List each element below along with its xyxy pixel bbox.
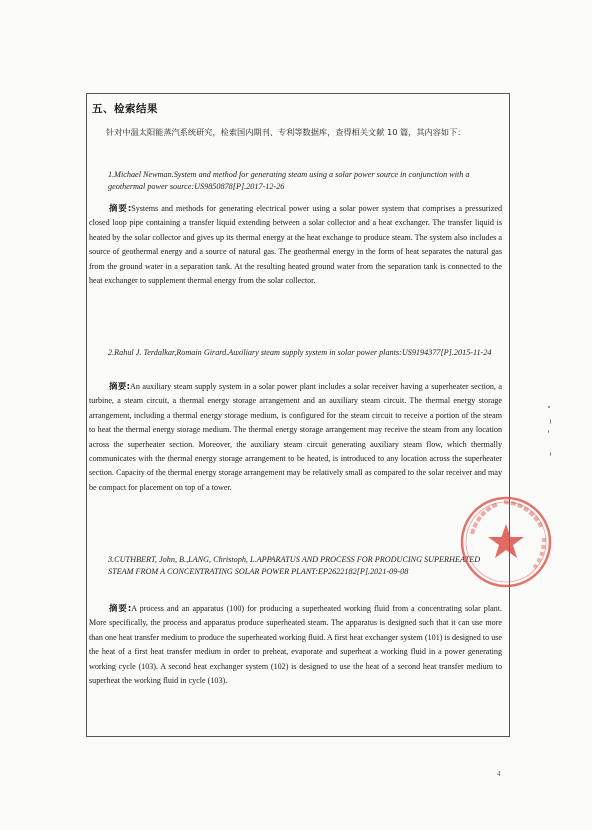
abstract-text-1: Systems and methods for generating electrical power using a solar power system that comprises a pressurized closed loop pipe containing a transfer liquid extending between a solar collector and a heat exchanger. The transfer liquid is heated by the solar collector and gives up its thermal energy at the heat exchange to produce steam. The system also includes a source of geothermal energy and a source of natural gas. The geothermal energy in the form of heat separates the natural gas from the ground water in a separation tank. At the resulting heated ground water from the separation tank is connected to the heat exchanger to supplement thermal energy from the solar collector. (89, 204, 502, 286)
abstract-text-2: An auxiliary steam supply system in a solar power plant includes a solar receiver having a superheater section, a turbine, a steam circuit, a thermal energy storage arrangement and an auxiliary steam circuit. The thermal energy storage arrangement, including a thermal energy storage medium, is configured for the steam circuit to receive a portion of the steam to heat the thermal energy storage medium. The thermal energy storage arrangement may receive the steam from any location across the superheater section. Moreover, the auxiliary steam circuit generating auxiliary steam flow, which thermally communicates with the thermal energy storage arrangement to be heated, is introduced to any location across the superheater section. Capacity of the thermal energy storage arrangement may be relatively small as compared to the solar receiver and may be compact for placement on top of a tower. (89, 382, 503, 492)
abstract-1 (89, 201, 502, 288)
abstract-2 (89, 379, 502, 495)
scan-speck (548, 406, 550, 408)
abstract-3 (89, 601, 502, 688)
abstract-text-3: A process and an apparatus (100) for producing a superheated working fluid from a concentrating solar plant. More specifically, the process and apparatus produce superheated steam. The apparatus is designed such that it can use more than one heat transfer medium to produce the superheated working fluid. A first heat exchanger system (101) is designed to use the heat of a first heat transfer medium in order to preheat, evaporate and superheat a working fluid in a power generating working cycle (103). A second heat exchanger system (102) is designed to use the heat of a second heat transfer medium to superheat the working fluid in cycle (103). (89, 604, 502, 686)
page-number: 4 (497, 770, 501, 778)
scan-speck (548, 430, 549, 433)
abstract-label-3: 摘要: (109, 603, 132, 613)
citation-3: 3.CUTHBERT, John, B.,LANG, Christoph, L.APPARATUS AND PROCESS FOR PRODUCING SUPERHEATED STEAM FROM A CONCENTRATING SOLAR POWER PLANT:EP2622182[P].2021-09-08 (108, 555, 481, 576)
citation-2: 2.Rahul J. Terdalkar,Romain Girard.Auxiliary steam supply system in solar power plants:US9194377[P].2015-11-24 (108, 348, 492, 357)
abstract-label-1: 摘要: (109, 203, 132, 213)
citation-1: 1.Michael Newman.System and method for generating steam using a solar power source in conjunction with a geothermal power source:US9850878[P].2017-12-26 (108, 170, 470, 191)
intro-paragraph (106, 124, 501, 140)
intro-text: 针对中温太阳能蒸汽系统研究，检索国内期刊、专利等数据库，查得相关文献 10 篇，其内容如下： (106, 127, 466, 137)
scan-speck (550, 452, 551, 456)
scan-speck (550, 419, 551, 424)
abstract-label-2: 摘要: (109, 381, 131, 391)
section-title: 五、检索结果 (92, 103, 158, 115)
